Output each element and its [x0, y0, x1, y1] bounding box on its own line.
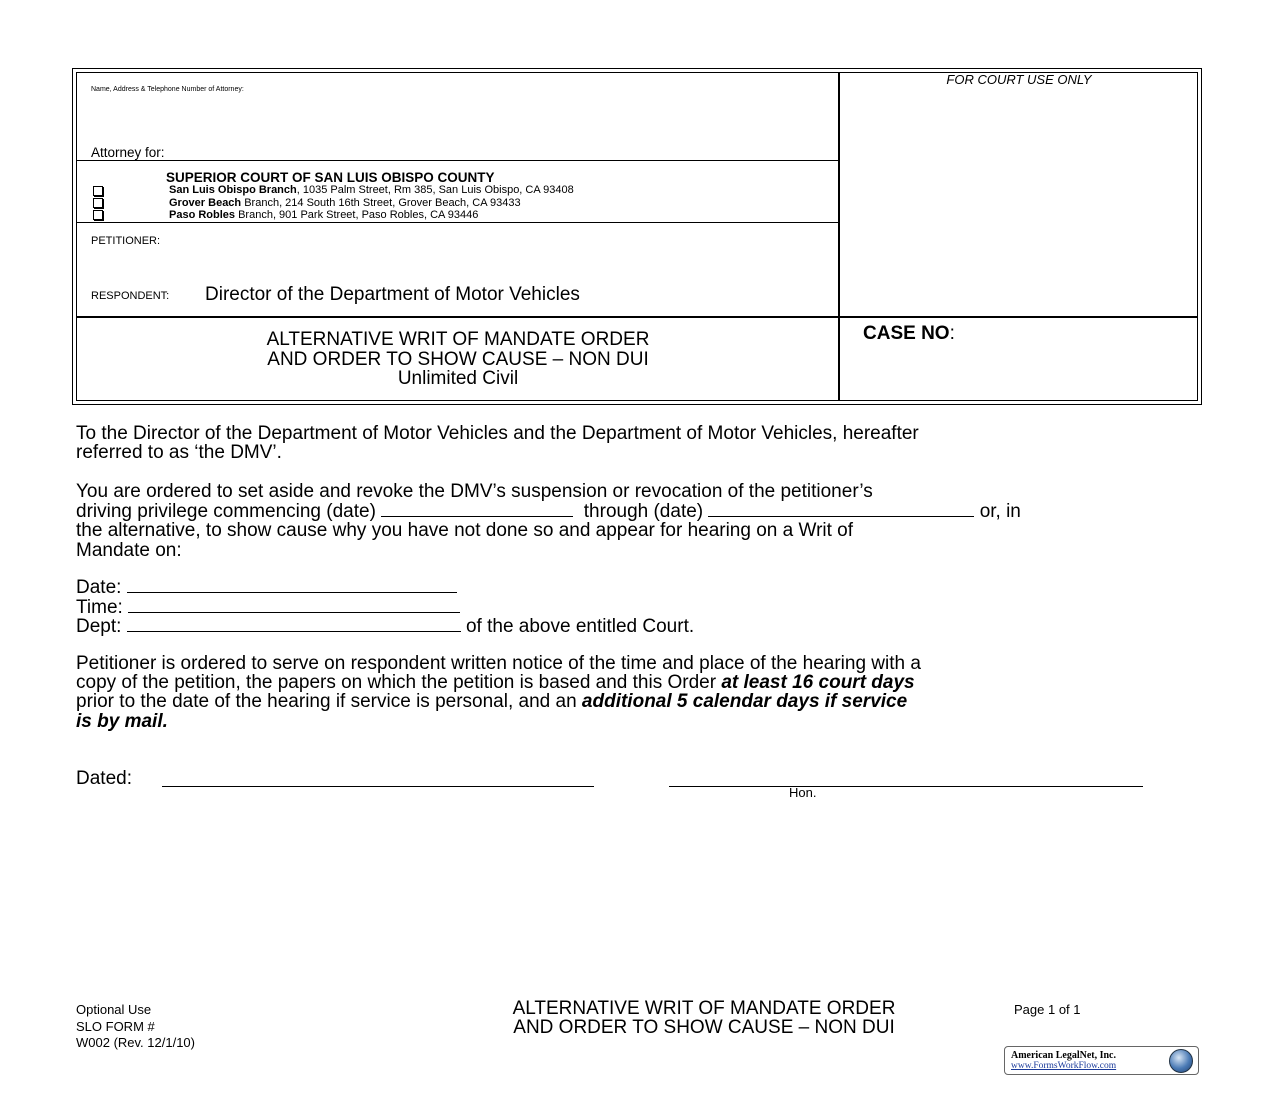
footer-title-line1: ALTERNATIVE WRIT OF MANDATE ORDER: [512, 998, 896, 1019]
respondent-value: Director of the Department of Motor Vehicles: [205, 284, 580, 305]
american-legalnet-logo[interactable]: [1004, 1046, 1199, 1075]
footer-form-info: [76, 1002, 195, 1052]
paragraph-3-line4: is by mail.: [76, 710, 168, 732]
form-title-line3: Unlimited Civil: [397, 368, 519, 389]
footer-title: [430, 999, 978, 1037]
court-use-label: FOR COURT USE ONLY: [946, 72, 1092, 87]
hearing-time-field[interactable]: [128, 597, 460, 613]
paragraph-2: [76, 482, 1021, 560]
header-column-divider: [838, 72, 840, 401]
hearing-time-row: [76, 597, 460, 617]
case-no-label: CASE NO:: [863, 323, 955, 344]
form-revision-label: W002 (Rev. 12/1/10): [76, 1035, 195, 1050]
court-days-emphasis: at least 16 court days: [721, 672, 915, 694]
hon-label: Hon.: [789, 785, 817, 800]
branch-slo: San Luis Obispo Branch, 1035 Palm Street, Rm 385, San Luis Obispo, CA 93408: [169, 184, 574, 196]
divider-attorney: [76, 160, 839, 161]
hearing-date-label: Date:: [76, 577, 122, 598]
logo-company-name: American LegalNet, Inc.: [1011, 1050, 1116, 1061]
dated-field[interactable]: [162, 786, 594, 787]
respondent-label: RESPONDENT:: [91, 290, 170, 302]
attorney-for-label: Attorney for:: [91, 145, 165, 160]
court-name: SUPERIOR COURT OF SAN LUIS OBISPO COUNTY: [166, 170, 495, 185]
hearing-dept-label: Dept:: [76, 616, 122, 637]
paragraph-3-line3: prior to the date of the hearing if service is personal, and an additional 5 calendar days if service: [76, 691, 908, 713]
branch-grover-beach: Grover Beach Branch, 214 South 16th Street, Grover Beach, CA 93433: [169, 197, 521, 209]
logo-url-link[interactable]: www.FormsWorkFlow.com: [1011, 1061, 1117, 1071]
branch-checkbox-slo[interactable]: [93, 186, 103, 196]
branch-paso-robles: Paso Robles Branch, 901 Park Street, Paso Robles, CA 93446: [169, 209, 479, 221]
globe-icon: [1169, 1049, 1193, 1073]
form-title-line1: ALTERNATIVE WRIT OF MANDATE ORDER: [266, 329, 650, 350]
form-title: [78, 330, 838, 389]
or-in-label: or, in: [979, 501, 1021, 523]
divider-court: [76, 222, 839, 223]
optional-use-label: Optional Use: [76, 1002, 152, 1017]
paragraph-2-line4: Mandate on:: [76, 539, 182, 561]
paragraph-1: [76, 424, 919, 462]
hearing-dept-row: [76, 616, 694, 636]
paragraph-1-line2: referred to as ‘the DMV’.: [76, 442, 282, 464]
paragraph-2-line1: You are ordered to set aside and revoke the DMV’s suspension or revocation of the petitioner’s: [76, 481, 873, 502]
divider-title: [76, 316, 1198, 318]
paragraph-1-line1: To the Director of the Department of Motor Vehicles and the Department of Motor Vehicles, hereafter: [76, 423, 919, 444]
branch-checkbox-grover-beach[interactable]: [93, 198, 103, 208]
hearing-time-label: Time:: [76, 597, 123, 618]
form-title-line2: AND ORDER TO SHOW CAUSE – NON DUI: [267, 348, 649, 370]
hearing-dept-field[interactable]: [127, 616, 461, 632]
paragraph-3-line2: copy of the petition, the papers on which the petition is based and this Order at least 16 court days: [76, 672, 915, 694]
paragraph-3-line1: Petitioner is ordered to serve on respondent written notice of the time and place of the hearing with a: [76, 653, 921, 674]
petitioner-label: PETITIONER:: [91, 235, 161, 247]
commencing-date-field[interactable]: [381, 501, 573, 517]
dated-label: Dated:: [76, 768, 132, 789]
paragraph-2-line3: the alternative, to show cause why you have not done so and appear for hearing on a Writ of: [76, 520, 854, 542]
calendar-days-emphasis: additional 5 calendar days if service: [581, 691, 908, 713]
hearing-date-field[interactable]: [127, 577, 457, 593]
through-date-field[interactable]: [708, 501, 974, 517]
paragraph-3: [76, 654, 921, 731]
branch-checkbox-paso-robles[interactable]: [93, 210, 103, 220]
hearing-date-row: [76, 577, 457, 597]
slo-form-label: SLO FORM #: [76, 1018, 155, 1034]
paragraph-2-line2: [76, 501, 1021, 521]
attorney-label: Name, Address & Telephone Number of Attorney:: [91, 86, 244, 93]
through-label: through (date): [583, 501, 704, 523]
footer-title-line2: AND ORDER TO SHOW CAUSE – NON DUI: [513, 1017, 895, 1038]
hearing-dept-suffix: of the above entitled Court.: [465, 616, 695, 637]
commencing-label: driving privilege commencing (date): [76, 501, 376, 523]
judge-signature-field[interactable]: [669, 786, 1143, 787]
page-info: Page 1 of 1: [1014, 1002, 1081, 1017]
